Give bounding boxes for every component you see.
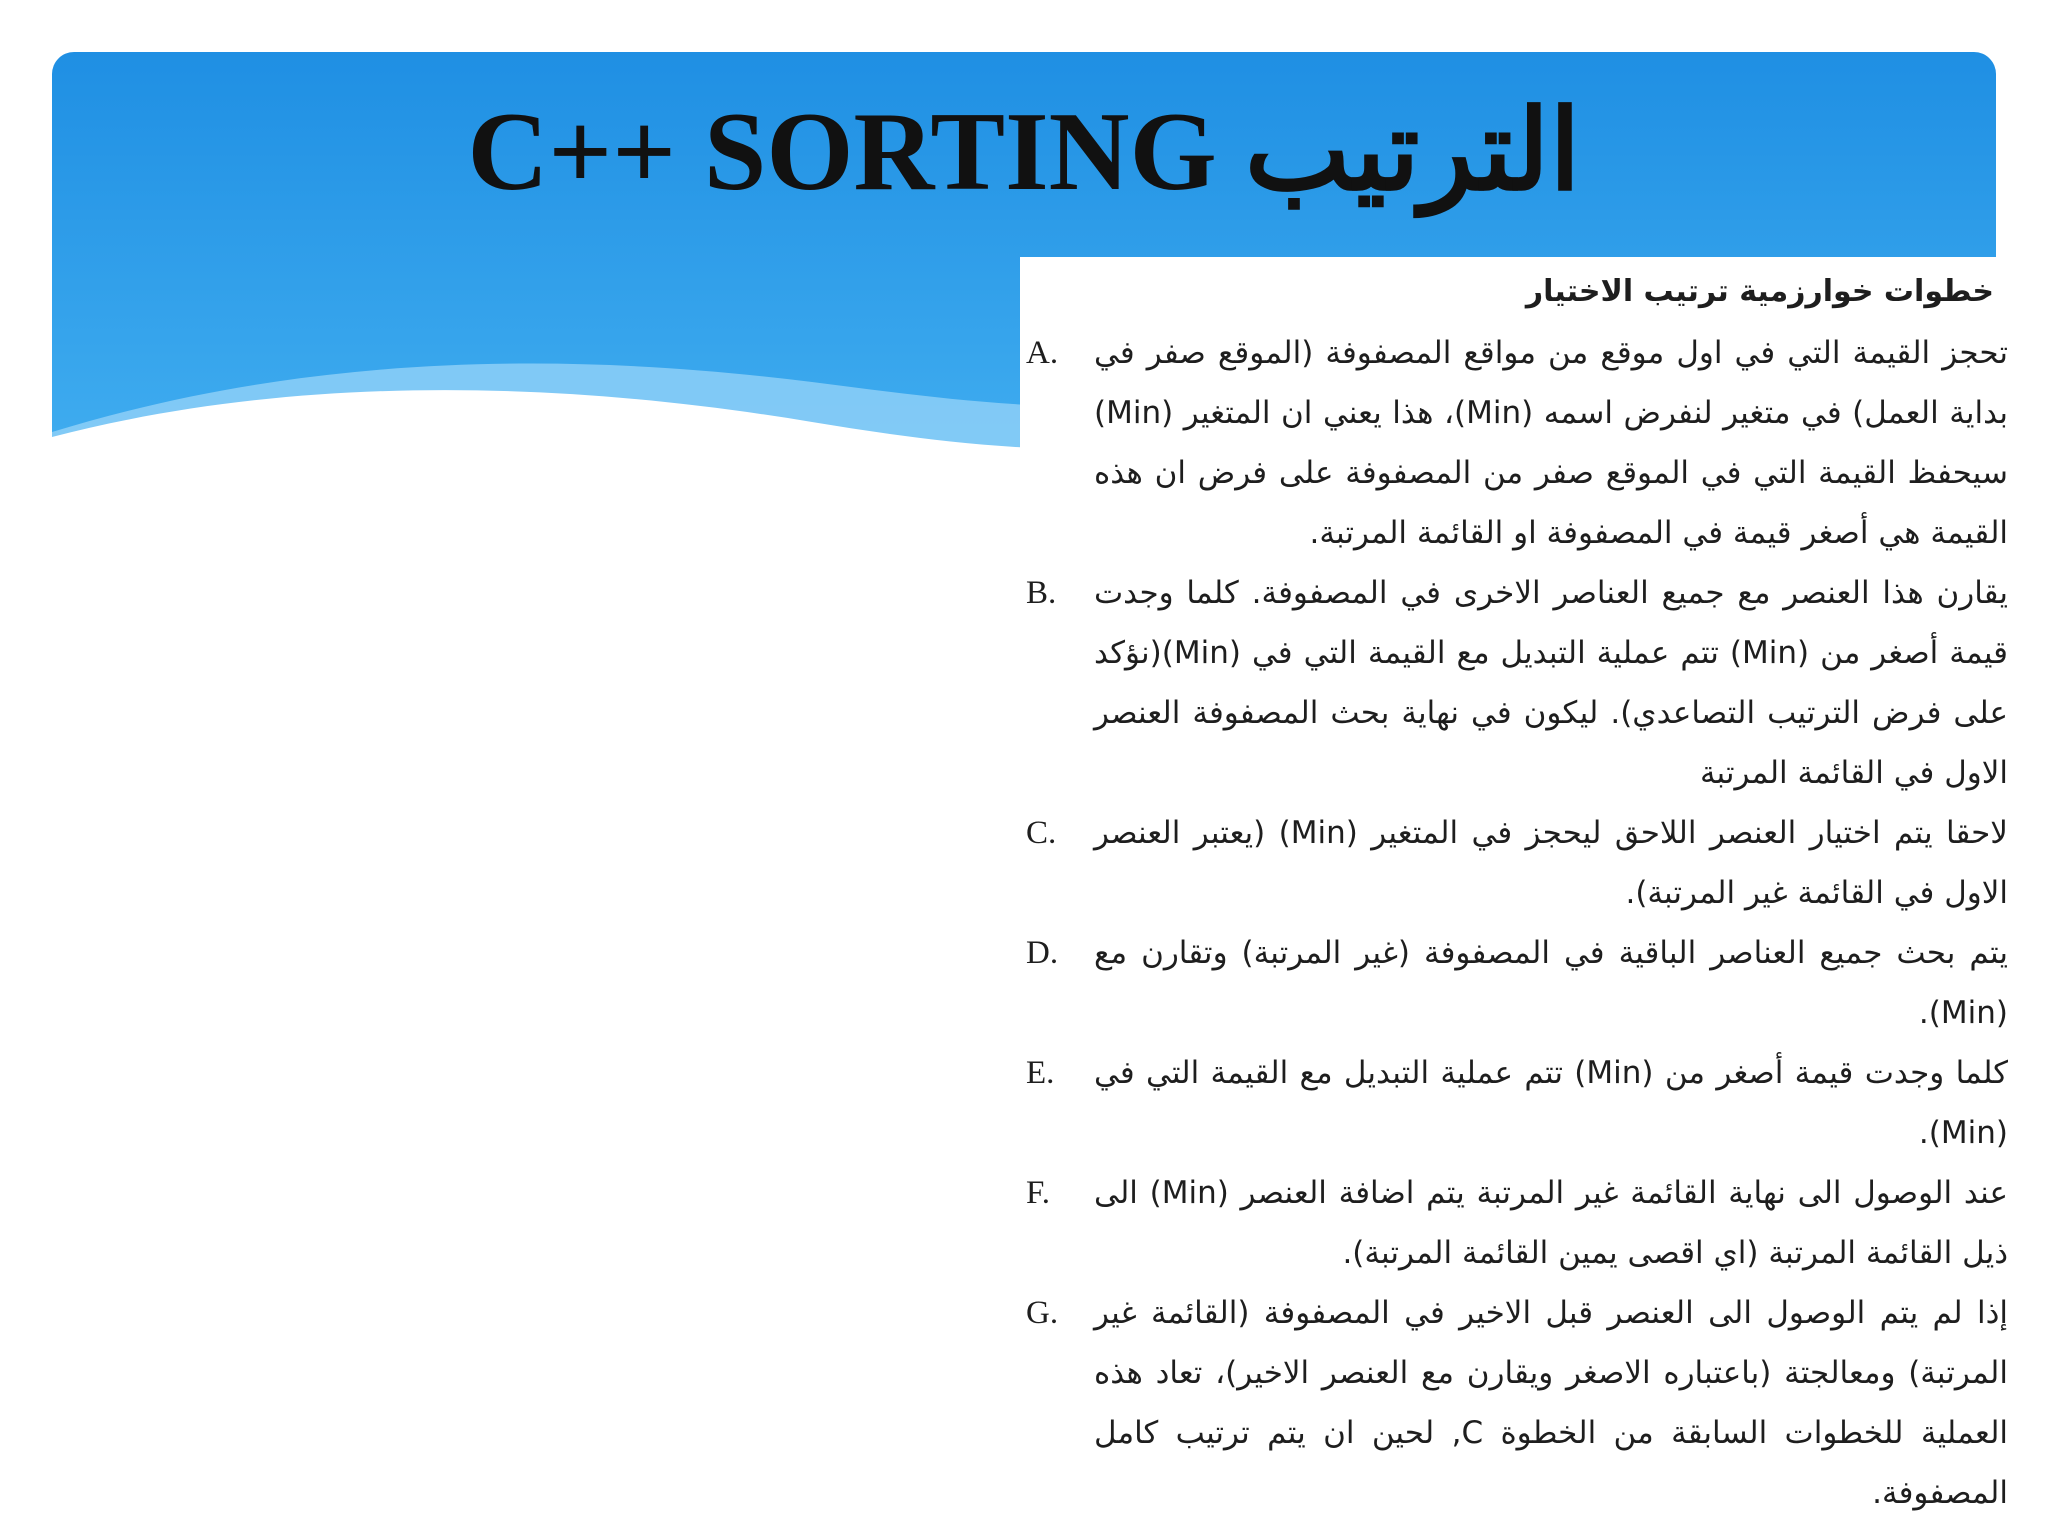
step-item-a [1020, 323, 2008, 563]
step-item-d [1020, 923, 2008, 1043]
step-item-f [1020, 1163, 2008, 1283]
step-marker: C. [1026, 815, 1057, 851]
step-text: إذا لم يتم الوصول الى العنصر قبل الاخير في المصفوفة (القائمة غير المرتبة) ومعالجتة (باعتباره الاصغر ويقارن مع العنصر الاخير)، تعاد هذه العملية للخطوات السابقة من الخطوة C, لحين ان يتم ترتيب كامل المصفوفة. [1094, 1295, 2008, 1511]
step-item-e [1020, 1043, 2008, 1163]
step-marker: G. [1026, 1295, 1059, 1331]
steps-list [1020, 323, 2008, 1517]
step-text: يتم بحث جميع العناصر الباقية في المصفوفة (غير المرتبة) وتقارن مع (Min). [1094, 935, 2008, 1031]
step-text: يقارن هذا العنصر مع جميع العناصر الاخرى في المصفوفة. كلما وجدت قيمة أصغر من (Min) تتم عملية التبديل مع القيمة التي في (Min)(نؤكد على فرض الترتيب التصاعدي). ليكون في نهاية بحث المصفوفة العنصر الاول في القائمة المرتبة [1094, 575, 2008, 791]
step-text: عند الوصول الى نهاية القائمة غير المرتبة يتم اضافة العنصر (Min) الى ذيل القائمة المرتبة (اي اقصى يمين القائمة المرتبة). [1094, 1175, 2008, 1271]
step-text: تحجز القيمة التي في اول موقع من مواقع المصفوفة (الموقع صفر في بداية العمل) في متغير لنفرض اسمه (Min)، هذا يعني ان المتغير (Min) سيحفظ القيمة التي في الموقع صفر من المصفوفة على فرض ان هذه القيمة هي أصغر قيمة في المصفوفة او القائمة المرتبة. [1094, 335, 2008, 551]
step-item-b [1020, 563, 2008, 803]
slide-title: C++ SORTING الترتيب [467, 90, 1581, 214]
step-marker: B. [1026, 575, 1057, 611]
step-marker: A. [1026, 335, 1059, 371]
step-item-g [1020, 1283, 2008, 1517]
step-marker: E. [1026, 1055, 1055, 1091]
step-text: كلما وجدت قيمة أصغر من (Min) تتم عملية التبديل مع القيمة التي في (Min). [1094, 1055, 2008, 1151]
document-heading: خطوات خوارزمية ترتيب الاختيار [1525, 274, 1994, 309]
step-marker: D. [1026, 935, 1059, 971]
step-marker: F. [1026, 1175, 1050, 1211]
step-item-c [1020, 803, 2008, 923]
document-image [1020, 257, 2008, 1517]
step-text: لاحقا يتم اختيار العنصر اللاحق ليحجز في المتغير (Min) (يعتبر العنصر الاول في القائمة غير المرتبة). [1094, 815, 2008, 911]
